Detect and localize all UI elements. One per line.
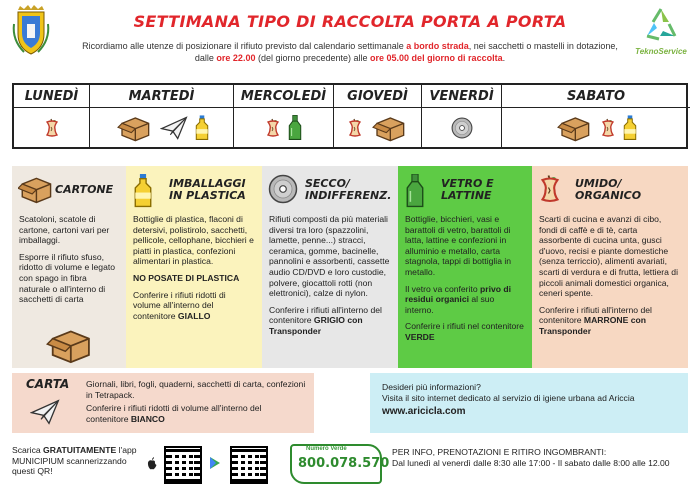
day-mercoledi	[234, 85, 334, 147]
page-subtitle: Ricordiamo alle utenze di posizionare il rifiuto previsto dal calendario settimanale a bordo strada, nei sacchetti o mastelli in dotazione, dalle ore 22.00 (del giorno precedente) alle ore 05.00 del giorno di raccolta.	[82, 41, 618, 63]
day-sabato	[502, 85, 690, 147]
card-secco: SECCO/ INDIFFERENZ. Rifiuti composti da più materiali diversi tra loro (spazzolini, lamette, penne...) stracci, ceramica, gomme, bacinelle, pannolini e assorbenti, cassette audio CD/DVD e loro custodie, polvere, giocattoli rotti (non elettronici), calze di nylon. Conferire i rifiuti all'interno del contenitore GRIGIO con Transponder	[262, 166, 398, 368]
day-martedi	[90, 85, 234, 147]
day-name: VENERDÌ	[422, 85, 501, 108]
page-title: SETTIMANA TIPO DI RACCOLTA PORTA A PORTA	[133, 12, 567, 31]
card-title: VETRO E LATTINE	[441, 177, 494, 202]
day-name: GIOVEDÌ	[334, 85, 421, 108]
card-plastica: IMBALLAGGI IN PLASTICA Bottiglie di plastica, flaconi di detersivi, polistirolo, sacchetti, pellicole, cellophane, bicchieri e piatti in plastica, confezioni alimentari in plastica. NO POSATE DI PLASTICA Conferire i rifiuti ridotti di volume all'interno del contenitore GIALLO	[126, 166, 262, 368]
cardboard-box-icon	[114, 114, 154, 142]
google-play-icon[interactable]	[208, 456, 222, 470]
cd-icon	[268, 174, 298, 204]
apple-core-icon	[44, 118, 60, 138]
bottle-icon	[622, 115, 638, 141]
info-box: Desideri più informazioni? Visita il sito internet dedicato al servizio di igiene urbana ad Ariccia www.aricicla.com	[370, 373, 688, 433]
day-name: SABATO	[502, 85, 690, 108]
paper-plane-icon	[160, 115, 188, 141]
apple-core-icon	[538, 174, 562, 204]
cardboard-stack-icon	[46, 326, 92, 364]
cardboard-box-icon	[554, 114, 594, 142]
website-link[interactable]: www.aricicla.com	[382, 406, 466, 418]
glass-bottle-icon	[287, 115, 303, 141]
day-name: MERCOLEDÌ	[234, 85, 333, 108]
apple-core-icon	[347, 118, 363, 138]
contact-info: PER INFO, PRENOTAZIONI E RITIRO INGOMBRANTI: Dal lunedì al venerdì dalle 8:30 alle 17:00 - Il sabato dalle 8:00 alle 12.00	[392, 447, 670, 468]
card-carta: CARTA Giornali, libri, fogli, quaderni, sacchetti di carta, confezioni in Tetrapack. Conferire i rifiuti ridotti di volume all'interno del contenitore BIANCO	[12, 373, 314, 433]
teknoservice-logo	[630, 6, 692, 62]
bottle-icon	[132, 174, 154, 208]
card-umido: UMIDO/ ORGANICO Scarti di cucina e avanzi di cibo, fondi di caffè e di tè, carta assorbente di cucina unta, gusci d'uovo, recisi e piante domestiche (senza terriccio), alimenti avariati, scarti di verdura e di frutta, lettiera di piccoli animali domestici organica, ceneri spente. Conferire i rifiuti all'interno del contenitore MARRONE con Transponder	[532, 166, 688, 368]
apple-core-icon	[265, 118, 281, 138]
card-title: UMIDO/ ORGANICO	[575, 177, 642, 202]
card-title: IMBALLAGGI IN PLASTICA	[169, 177, 246, 202]
card-title: CARTONE	[55, 183, 114, 196]
app-download-text: Scarica GRATUITAMENTE l'app MUNICIPIUM scannerizzando questi QR!	[12, 445, 137, 477]
numero-verde[interactable]	[290, 444, 390, 484]
numero-verde-number[interactable]: 800.078.570	[298, 456, 390, 471]
recycle-logo-icon	[641, 6, 681, 42]
card-vetro: VETRO E LATTINE Bottiglie, bicchieri, vasi e barattoli di vetro, barattoli di latta, lattine e confezioni in alluminio e metallo, carta stagnola, tappi di bottiglia in metallo. Il vetro va conferito privo di residui organici al suo interno. Conferire i rifiuti nel contenitore VERDE	[398, 166, 532, 368]
card-title: SECCO/ INDIFFERENZ.	[305, 177, 392, 202]
day-name: LUNEDÌ	[14, 85, 89, 108]
apple-store-icon[interactable]	[145, 456, 159, 470]
logo-text: TeknoService	[635, 47, 687, 56]
paper-plane-icon	[30, 398, 60, 426]
cd-icon	[451, 117, 473, 139]
numero-verde-label: Numero Verde	[306, 446, 347, 452]
bottle-icon	[194, 115, 210, 141]
day-giovedi	[334, 85, 422, 147]
cardboard-box-icon	[18, 174, 52, 204]
day-lunedi	[14, 85, 90, 147]
qr-code-ios[interactable]	[164, 446, 202, 484]
card-cartone: CARTONE Scatoloni, scatole di cartone, cartoni vari per imballaggi. Esporre il rifiuto sfuso, ridotto di volume e legato con spago in fibra naturale o all'interno di sacchetti di carta	[12, 166, 126, 368]
glass-bottle-icon	[404, 174, 426, 208]
cardboard-box-icon	[369, 114, 409, 142]
day-name: MARTEDÌ	[90, 85, 233, 108]
apple-core-icon	[600, 118, 616, 138]
day-venerdi	[422, 85, 502, 147]
qr-code-android[interactable]	[230, 446, 268, 484]
weekly-schedule	[12, 83, 688, 149]
card-title: CARTA	[26, 377, 70, 391]
